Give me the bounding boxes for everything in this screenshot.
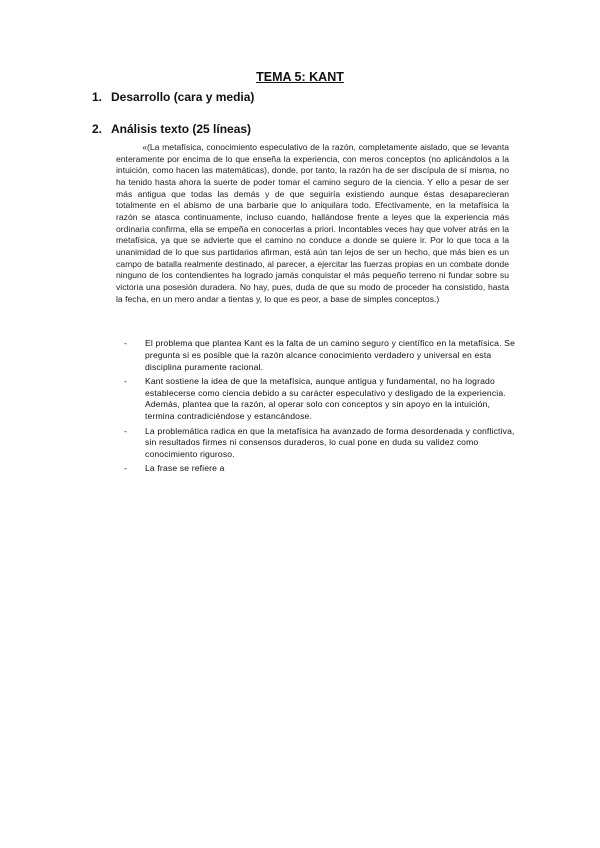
bullet-text: La problemática radica en que la metafísica ha avanzado de forma desordenada y conflictiva, sin resultados firmes ni consensos duraderos, lo cual pone en duda su validez como conocimiento riguroso.: [145, 425, 515, 460]
document-title: TEMA 5: KANT: [256, 70, 344, 84]
bullet-text: El problema que plantea Kant es la falta de un camino seguro y científico en la metafísica. Se pregunta si es posible que la razón alcance conocimiento verdadero y universal en esta disciplina puramente racional.: [145, 338, 515, 372]
analysis-bullet-list: [124, 338, 516, 478]
bullet-text: La frase se refiere a: [145, 463, 225, 474]
bullet-dash: -: [124, 463, 128, 474]
section-number: 1.: [92, 90, 103, 104]
quote-mark: «: [142, 142, 147, 152]
section-heading-text: Desarrollo (cara y media): [111, 90, 255, 104]
bullet-dash: -: [124, 425, 128, 436]
section-number: 2.: [92, 122, 103, 136]
list-item: [124, 426, 516, 461]
list-item: [124, 338, 516, 373]
quote-text: (La metafísica, conocimiento especulativo de la razón, completamente aislado, que se levanta enteramente por encima de lo que enseña la experiencia, con meros conceptos (no aplicándolos a la intuición, como hacen las matemáticas), donde, por tanto, la razón ha de ser discípula de sí misma, no ha tenido hasta ahora la suerte de poder tomar el camino seguro de la ciencia. Y ello a pesar de ser más antigua que todas las demás y de que seguiría existiendo aunque éstas desaparecieran totalmente en el abismo de una barbarie que lo aniquilara todo. Efectivamente, en la metafísica la razón se atasca continuamente, incluso cuando, hallándose frente a leyes que la experiencia más ordinaria confirma, ella se empeña en conocerlas a priori. Incontables veces hay que volver atrás en la metafísica, ya que se advierte que el camino no conduce a donde se quiere ir. Por lo que toca a la unanimidad de lo que sus partidarios afirman, está aún tan lejos de ser un hecho, que más bien es un campo de batalla realmente destinado, al parecer, a ejercitar las fuerzas propias en un combate donde ninguno de los contendientes ha logrado jamás conquistar el más pequeño terreno ni fundar sobre su victoria una posesión duradera. No hay, pues, duda de que su modo de proceder ha consistido, hasta la fecha, en un mero andar a tientas y, lo que es peor, a base de simples conceptos.): [116, 142, 509, 304]
list-item: [124, 376, 516, 423]
bullet-dash: -: [124, 338, 128, 348]
section-heading-text: Análisis texto (25 líneas): [111, 122, 252, 136]
bullet-text: Kant sostiene la idea de que la metafísica, aunque antigua y fundamental, no ha logrado establecerse como ciencia debido a su carácter especulativo y desligado de la experiencia. Además, plantea que la razón, al operar solo con conceptos y sin apoyo en la intuición, termina contradiciéndose y estancándose.: [145, 375, 506, 422]
section-heading-analisis: [92, 122, 251, 136]
section-heading-desarrollo: [92, 90, 254, 104]
bullet-dash: -: [124, 375, 128, 386]
list-item: [124, 463, 516, 475]
quoted-text-block: [116, 142, 509, 305]
